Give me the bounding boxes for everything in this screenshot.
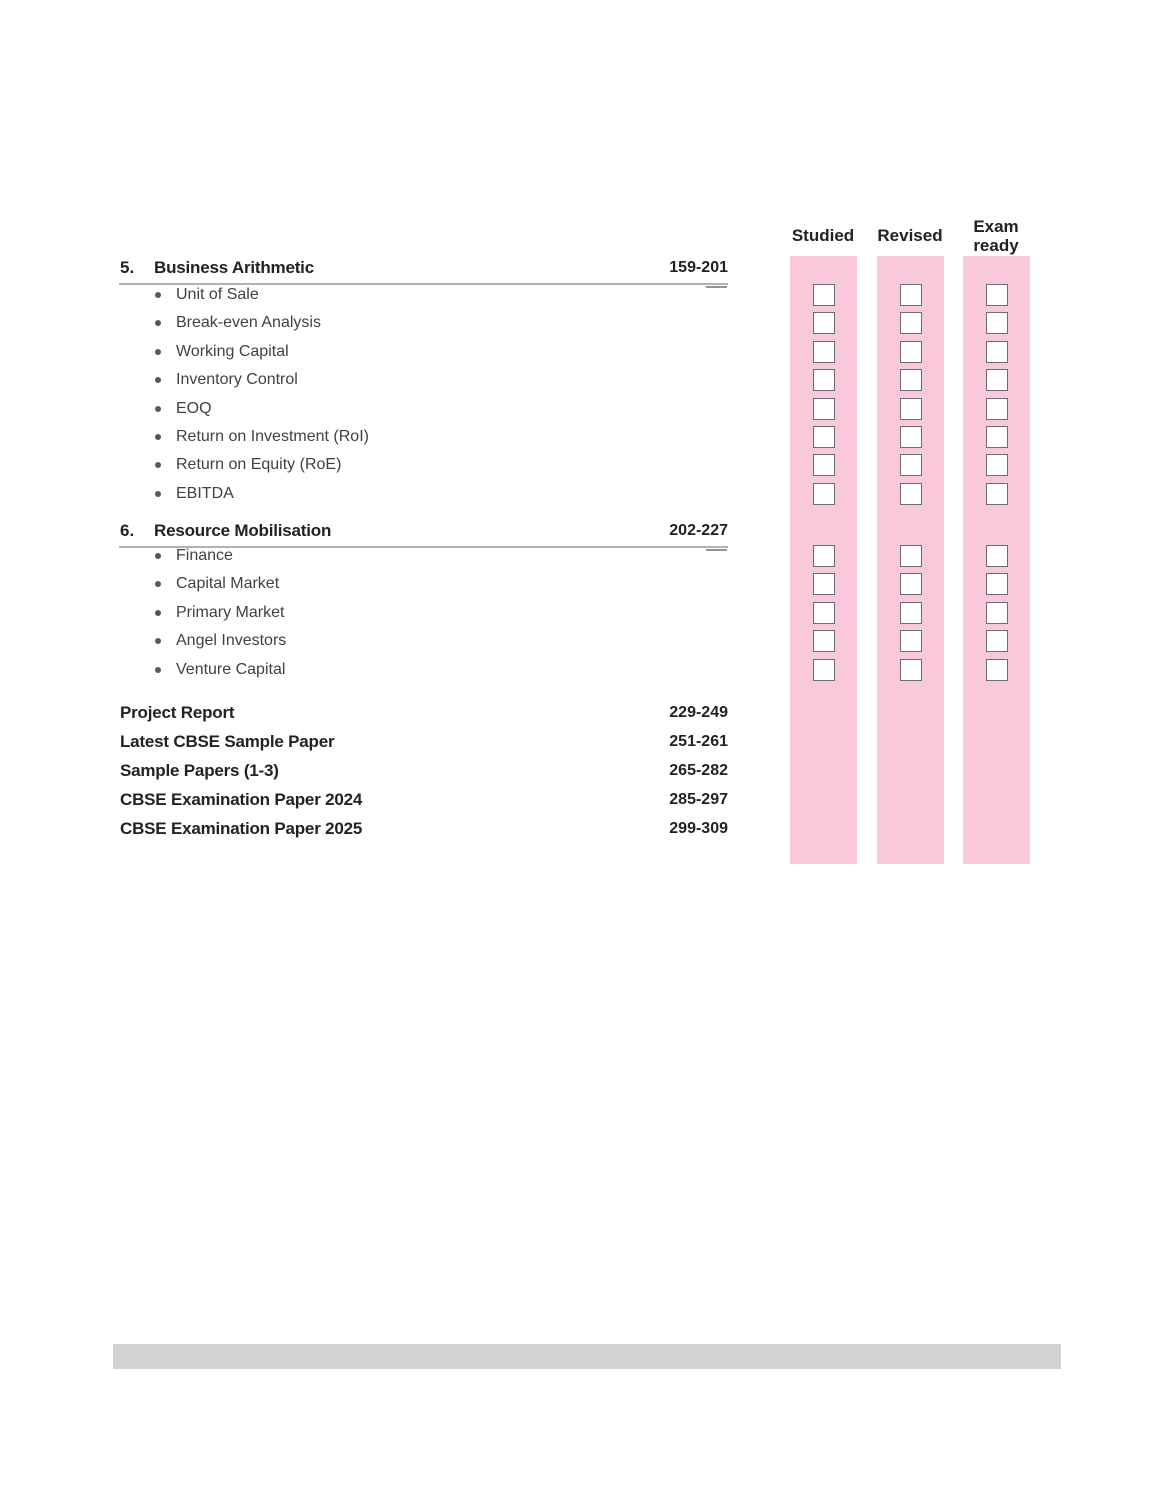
chapter-number: 5. [120, 258, 135, 277]
extra-entry-pages: 229-249 [669, 704, 728, 721]
column-header-studied: Studied [791, 226, 855, 245]
toc-topic: Break-even Analysis [176, 314, 321, 331]
extra-entry-pages: 265-282 [669, 762, 728, 779]
bullet-icon [155, 320, 161, 326]
toc-topic: EOQ [176, 400, 212, 417]
checkbox-revised-s2-r3[interactable] [900, 602, 922, 624]
bullet-icon [155, 377, 161, 383]
checkbox-exam-ready-s2-r4[interactable] [986, 630, 1008, 652]
checkbox-revised-s1-r8[interactable] [900, 483, 922, 505]
bullet-icon [155, 462, 161, 468]
bullet-icon [155, 292, 161, 298]
checkbox-studied-s2-r2[interactable] [813, 573, 835, 595]
checkbox-revised-s2-r1[interactable] [900, 545, 922, 567]
toc-topic: Return on Investment (RoI) [176, 428, 369, 445]
extra-entry-pages: 251-261 [669, 733, 728, 750]
checkbox-studied-s2-r3[interactable] [813, 602, 835, 624]
chapter-rule-dash [706, 549, 727, 551]
checkbox-exam-ready-s1-r4[interactable] [986, 369, 1008, 391]
checkbox-studied-s1-r7[interactable] [813, 454, 835, 476]
column-header-revised: Revised [877, 226, 943, 245]
bullet-icon [155, 491, 161, 497]
checkbox-exam-ready-s1-r5[interactable] [986, 398, 1008, 420]
checkbox-studied-s1-r8[interactable] [813, 483, 835, 505]
toc-topic: Capital Market [176, 575, 280, 592]
toc-topic: Venture Capital [176, 661, 286, 678]
checkbox-exam-ready-s2-r2[interactable] [986, 573, 1008, 595]
checkbox-exam-ready-s2-r1[interactable] [986, 545, 1008, 567]
chapter-rule-dash [706, 286, 727, 288]
checkbox-studied-s1-r3[interactable] [813, 341, 835, 363]
checkbox-revised-s1-r1[interactable] [900, 284, 922, 306]
toc-topic: Inventory Control [176, 371, 298, 388]
footer-bar [113, 1344, 1061, 1369]
checkbox-revised-s1-r5[interactable] [900, 398, 922, 420]
checkbox-studied-s2-r4[interactable] [813, 630, 835, 652]
checkbox-revised-s1-r2[interactable] [900, 312, 922, 334]
checkbox-revised-s1-r4[interactable] [900, 369, 922, 391]
extra-entry-title: Sample Papers (1-3) [120, 761, 279, 780]
bullet-icon [155, 610, 161, 616]
extra-entry-pages: 285-297 [669, 791, 728, 808]
toc-topic: Finance [176, 547, 233, 564]
checkbox-studied-s1-r1[interactable] [813, 284, 835, 306]
checkbox-studied-s1-r6[interactable] [813, 426, 835, 448]
bullet-icon [155, 667, 161, 673]
toc-topic: Unit of Sale [176, 286, 259, 303]
column-header-exam-ready-line1: Exam [973, 217, 1019, 236]
chapter-title: Business Arithmetic [154, 258, 314, 277]
bullet-icon [155, 434, 161, 440]
checkbox-studied-s2-r5[interactable] [813, 659, 835, 681]
toc-topic: Working Capital [176, 343, 289, 360]
checkbox-exam-ready-s1-r7[interactable] [986, 454, 1008, 476]
checkbox-exam-ready-s1-r3[interactable] [986, 341, 1008, 363]
bullet-icon [155, 553, 161, 559]
checkbox-revised-s1-r3[interactable] [900, 341, 922, 363]
bullet-icon [155, 638, 161, 644]
checkbox-exam-ready-s1-r8[interactable] [986, 483, 1008, 505]
extra-entry-title: CBSE Examination Paper 2025 [120, 819, 363, 838]
chapter-number: 6. [120, 521, 135, 540]
extra-entry-title: CBSE Examination Paper 2024 [120, 790, 363, 809]
column-header-exam-ready-line2: ready [973, 236, 1019, 255]
bullet-icon [155, 406, 161, 412]
toc-topic: Angel Investors [176, 632, 287, 649]
toc-topic: EBITDA [176, 485, 234, 502]
bullet-icon [155, 581, 161, 587]
extra-entry-title: Latest CBSE Sample Paper [120, 732, 335, 751]
chapter-pages: 202-227 [669, 522, 728, 539]
bullet-icon [155, 349, 161, 355]
checkbox-exam-ready-s1-r2[interactable] [986, 312, 1008, 334]
checkbox-studied-s1-r2[interactable] [813, 312, 835, 334]
chapter-pages: 159-201 [669, 259, 728, 276]
checkbox-exam-ready-s1-r1[interactable] [986, 284, 1008, 306]
checkbox-studied-s2-r1[interactable] [813, 545, 835, 567]
checkbox-exam-ready-s2-r3[interactable] [986, 602, 1008, 624]
checkbox-revised-s2-r2[interactable] [900, 573, 922, 595]
checkbox-revised-s1-r6[interactable] [900, 426, 922, 448]
toc-topic: Primary Market [176, 604, 285, 621]
checkbox-exam-ready-s2-r5[interactable] [986, 659, 1008, 681]
checkbox-revised-s2-r5[interactable] [900, 659, 922, 681]
extra-entry-title: Project Report [120, 703, 235, 722]
checkbox-studied-s1-r5[interactable] [813, 398, 835, 420]
checkbox-revised-s2-r4[interactable] [900, 630, 922, 652]
chapter-title: Resource Mobilisation [154, 521, 332, 540]
checkbox-exam-ready-s1-r6[interactable] [986, 426, 1008, 448]
column-header-exam-ready [973, 217, 1018, 255]
checkbox-studied-s1-r4[interactable] [813, 369, 835, 391]
extra-entry-pages: 299-309 [669, 820, 728, 837]
toc-topic: Return on Equity (RoE) [176, 456, 342, 473]
checkbox-revised-s1-r7[interactable] [900, 454, 922, 476]
